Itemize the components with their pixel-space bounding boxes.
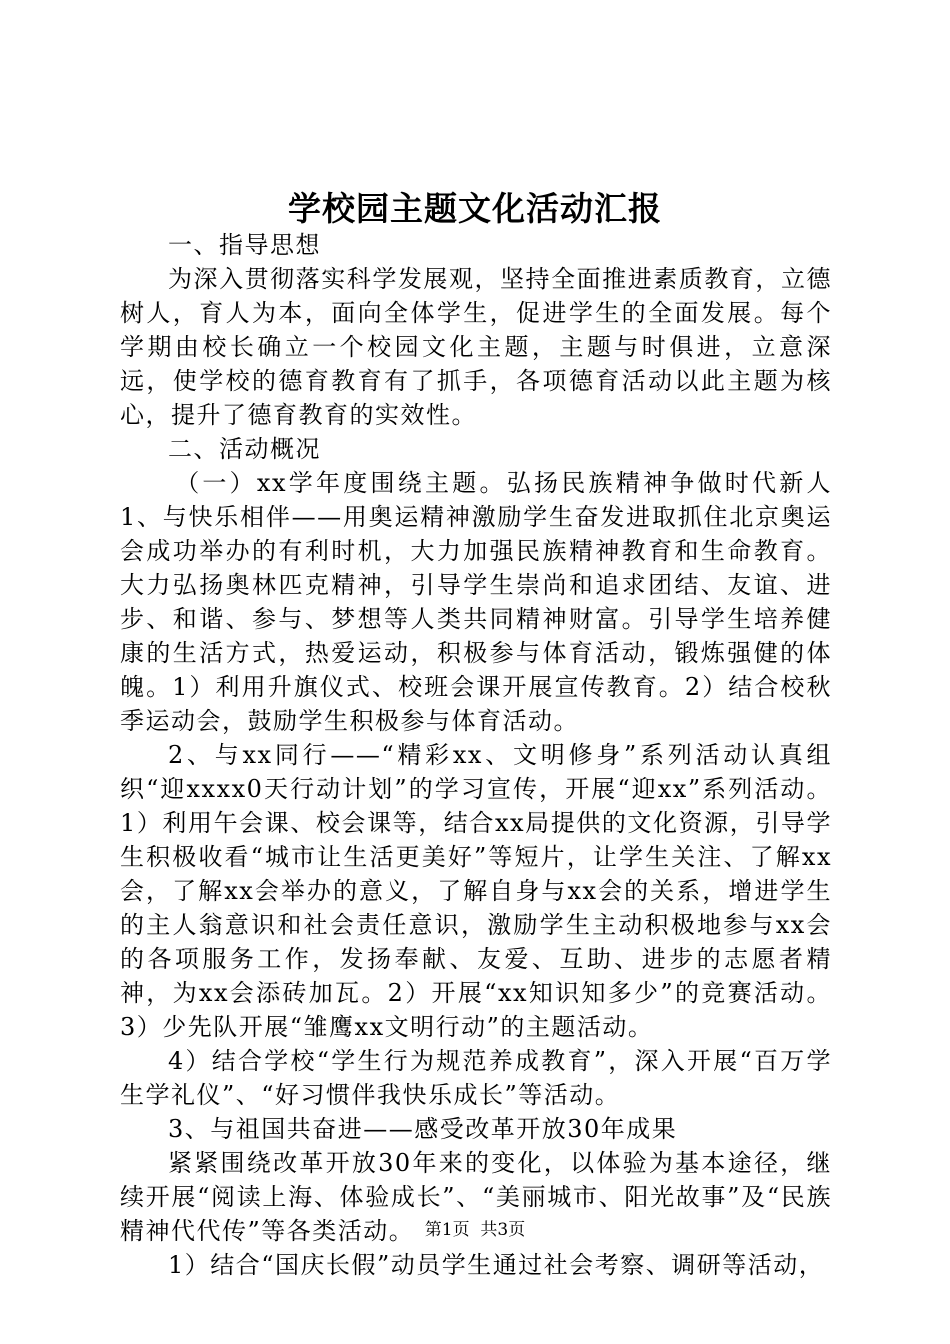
paragraph: 2、与xx同行——“精彩xx、文明修身”系列活动认真组织“迎xxxx0天行动计划”的学习宣传，开展“迎xx”系列活动。1）利用午会课、校会课等，结合xx局提供的文化资源，引导学生积极收看“城市让生活更美好”等短片，让学生关注、了解xx会，了解xx会举办的意义，了解自身与xx会的关系，增进学生的主人翁意识和社会责任意识，激励学生主动积极地参与xx会的各项服务工作，发扬奉献、友爱、互助、进步的志愿者精神，为xx会添砖加瓦。2）开展“xx知识知多少”的竞赛活动。3）少先队开展“雏鹰xx文明行动”的主题活动。 bbox=[120, 741, 832, 1041]
section-heading-activity-overview: 二、活动概况 bbox=[168, 435, 321, 463]
paragraph: 紧紧围绕改革开放30年来的变化，以体验为基本途径，继续开展“阅读上海、体验成长”、“美丽城市、阳光故事”及“民族精神代代传”等各类活动。 bbox=[120, 1149, 832, 1245]
section-heading-guiding-ideology: 一、指导思想 bbox=[168, 231, 321, 259]
document-title: 学校园主题文化活动汇报 bbox=[288, 189, 662, 228]
paragraph: （一）xx学年度围绕主题。弘扬民族精神争做时代新人1、与快乐相伴——用奥运精神激励学生奋发进取抓住北京奥运会成功举办的有利时机，大力加强民族精神教育和生命教育。大力弘扬奥林匹克精神，引导学生崇尚和追求团结、友谊、进步、和谐、参与、梦想等人类共同精神财富。引导学生培养健康的生活方式，热爱运动，积极参与体育活动，锻炼强健的体魄。1）利用升旗仪式、校班会课开展宣传教育。2）结合校秋季运动会，鼓励学生积极参与体育活动。 bbox=[120, 469, 832, 735]
paragraph: 为深入贯彻落实科学发展观，坚持全面推进素质教育，立德树人，育人为本，面向全体学生，促进学生的全面发展。每个学期由校长确立一个校园文化主题，主题与时俱进，立意深远，使学校的德育教育有了抓手，各项德育活动以此主题为核心，提升了德育教育的实效性。 bbox=[120, 265, 832, 429]
page-footer bbox=[0, 1218, 950, 1242]
paragraph: 4）结合学校“学生行为规范养成教育”，深入开展“百万学生学礼仪”、“好习惯伴我快乐成长”等活动。 bbox=[120, 1047, 832, 1109]
document-body bbox=[120, 228, 832, 1282]
paragraph: 3、与祖国共奋进——感受改革开放30年成果 bbox=[168, 1115, 678, 1143]
page-number: 第1页 共3页 bbox=[424, 1220, 526, 1240]
paragraph: 1）结合“国庆长假”动员学生通过社会考察、调研等活动， bbox=[168, 1251, 825, 1279]
